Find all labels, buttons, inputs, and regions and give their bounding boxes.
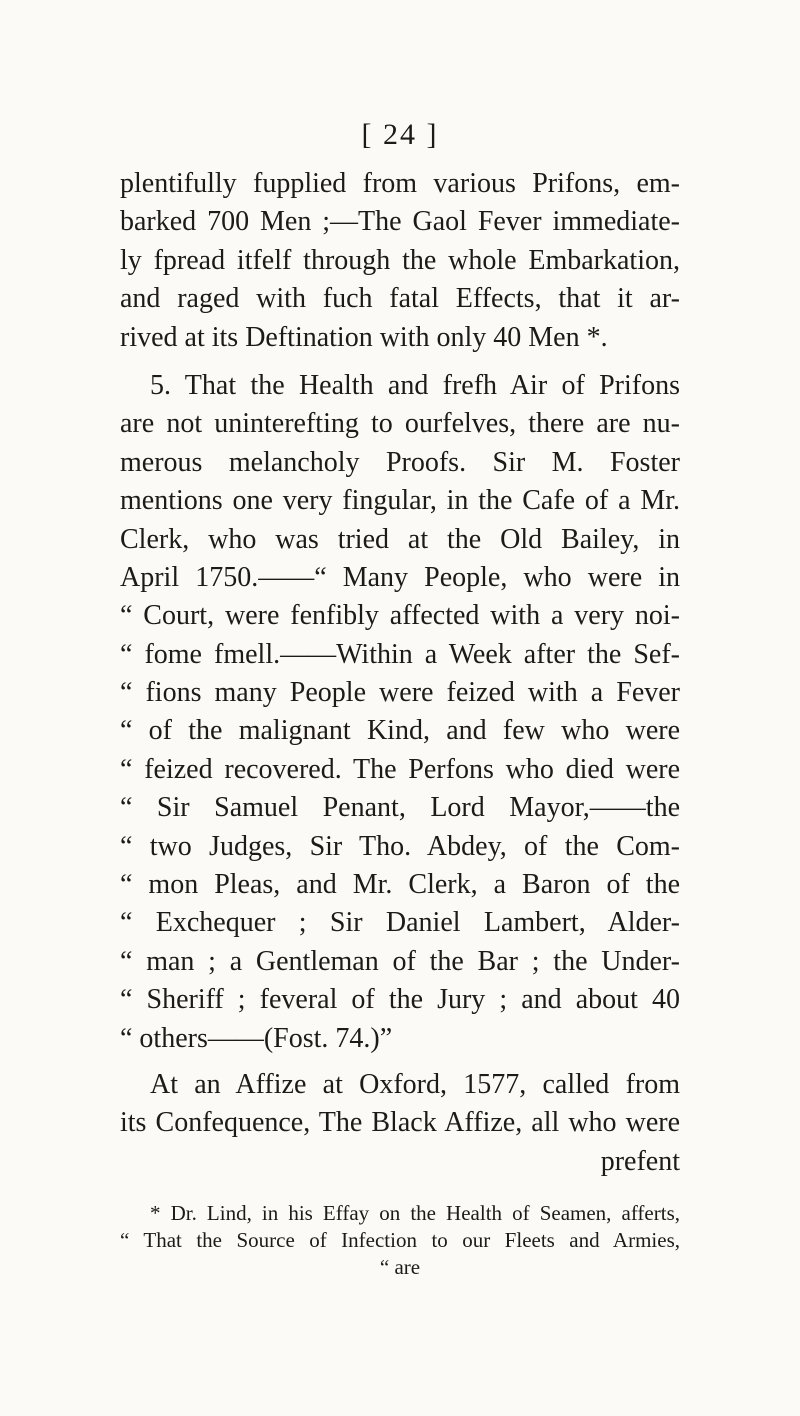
text-line: Clerk, who was tried at the Old Bailey, in [120, 523, 680, 555]
text-line: merous melancholy Proofs. Sir M. Foster [120, 446, 680, 478]
quoted-line: “ Sir Samuel Penant, Lord Mayor,——the [120, 792, 680, 824]
text-line: plentifully fupplied from various Prifons, em- [120, 168, 680, 199]
text-line: April 1750.——“ Many People, who were in [120, 561, 680, 593]
quoted-line: “ mon Pleas, and Mr. Clerk, a Baron of the [120, 869, 680, 901]
quoted-line: “ Court, were fenfibly affected with a very noi- [120, 600, 680, 632]
quoted-line: “ fions many People were feized with a Fever [120, 677, 680, 709]
text-line: barked 700 Men ;—The Gaol Fever immediate- [120, 206, 680, 238]
text-line: its Confequence, The Black Affize, all who were [120, 1107, 680, 1139]
quoted-line: “ of the malignant Kind, and few who were [120, 715, 680, 747]
footnote-catchword: “ are [379, 1255, 421, 1279]
text-line: rived at its Deftination with only 40 Men *. [120, 321, 608, 353]
text-line: ly fpread itfelf through the whole Embarkation, [120, 244, 680, 276]
footnote-line: * Dr. Lind, in his Effay on the Health of Seamen, afferts, [150, 1201, 680, 1225]
text-line: and raged with fuch fatal Effects, that it ar- [120, 283, 680, 315]
main-text [120, 165, 680, 1181]
text-line: mentions one very fingular, in the Cafe of a Mr. [120, 485, 680, 517]
quoted-line: “ Sheriff ; feveral of the Jury ; and about 40 [120, 984, 680, 1016]
catchword: prefent [600, 1145, 680, 1177]
paragraph-assize-first-line: At an Affize at Oxford, 1577, called from [150, 1068, 680, 1100]
quoted-line: “ two Judges, Sir Tho. Abdey, of the Com- [120, 830, 680, 862]
quoted-line: “ fome fmell.——Within a Week after the Sef- [120, 638, 680, 670]
footnote [120, 1200, 680, 1281]
quoted-line: “ others——(Fost. 74.)” [120, 1022, 393, 1054]
quoted-line: “ feized recovered. The Perfons who died were [120, 753, 680, 785]
paragraph-5-first-line: 5. That the Health and frefh Air of Prifons [150, 369, 680, 401]
quoted-line: “ man ; a Gentleman of the Bar ; the Under- [120, 945, 680, 977]
footnote-line: “ That the Source of Infection to our Fleets and Armies, [120, 1228, 680, 1252]
quoted-line: “ Exchequer ; Sir Daniel Lambert, Alder- [120, 907, 680, 939]
text-line: are not uninterefting to ourfelves, there are nu- [120, 408, 680, 440]
page-number: [ 24 ] [361, 118, 439, 151]
